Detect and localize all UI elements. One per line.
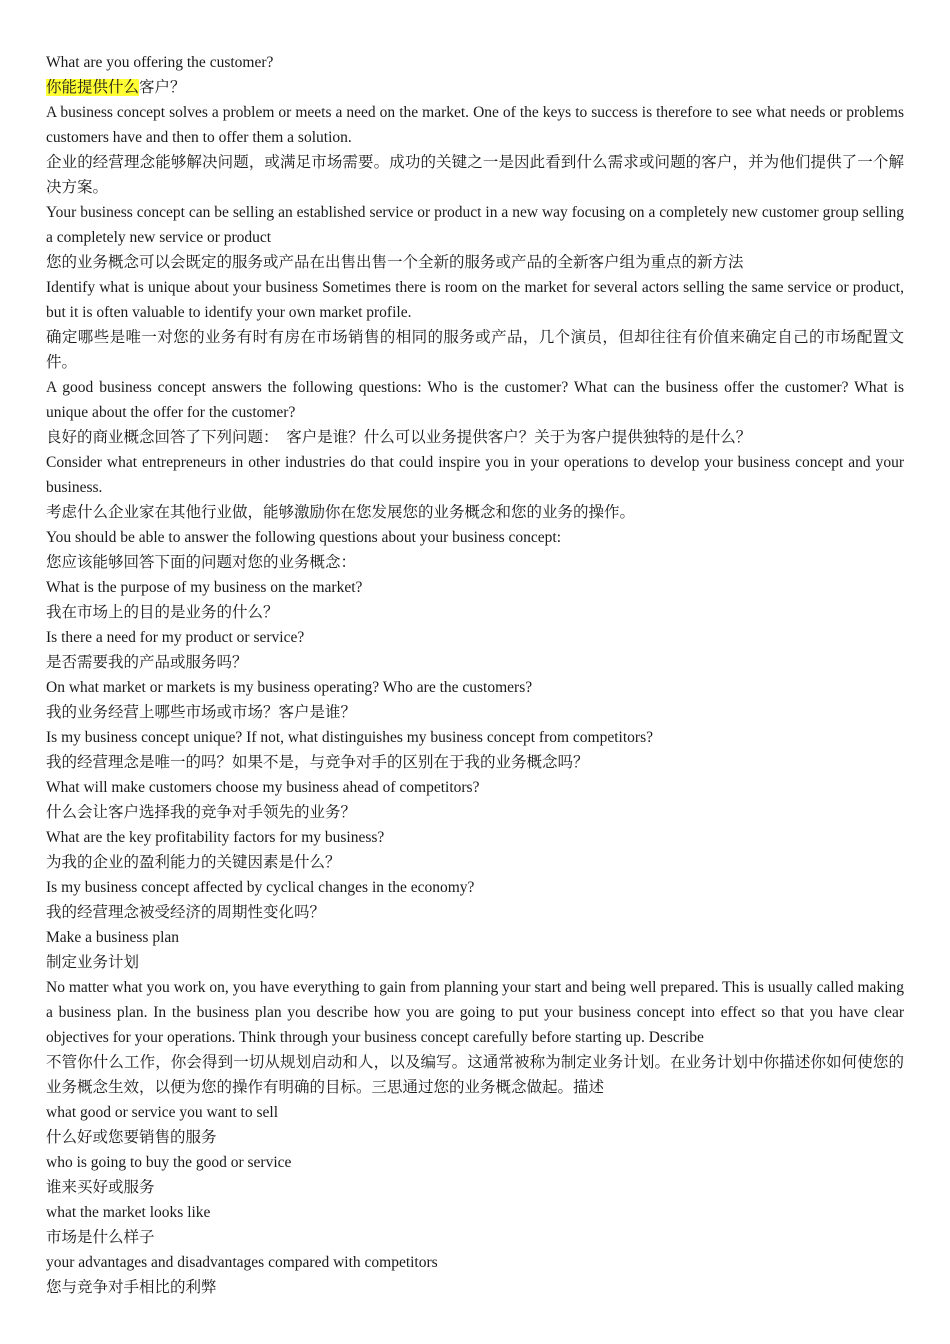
question-market-en: On what market or markets is my business operating? Who are the customers? bbox=[46, 679, 533, 696]
question-cyclical-zh: 我的经营理念被受经济的周期性变化吗？ bbox=[46, 904, 326, 921]
paragraph-selling-zh: 您的业务概念可以会既定的服务或产品在出售出售一个全新的服务或产品的全新客户组为重点的新方法 bbox=[46, 254, 744, 271]
paragraph-unique-zh: 确定哪些是唯一对您的业务有时有房在市场销售的相同的服务或产品，几个演员，但却往往有价值来确定自己的市场配置文件。 bbox=[46, 329, 904, 371]
item-market-en: what the market looks like bbox=[46, 1204, 211, 1221]
item-sell-en: what good or service you want to sell bbox=[46, 1104, 279, 1121]
paragraph-selling-en: Your business concept can be selling an established service or product in a new way focusing on a completely new customer group selling a completely new service or product bbox=[46, 204, 904, 246]
paragraph-consider-zh: 考虑什么企业家在其他行业做，能够激励你在您发展您的业务概念和您的业务的操作。 bbox=[46, 504, 636, 521]
question-unique-en: Is my business concept unique? If not, what distinguishes my business concept from competitors? bbox=[46, 729, 653, 746]
document-page bbox=[46, 50, 904, 1300]
question-choose-zh: 什么会让客户选择我的竞争对手领先的业务？ bbox=[46, 804, 357, 821]
paragraph-good-concept-zh: 良好的商业概念回答了下列问题： 客户是谁？什么可以业务提供客户？关于为客户提供独特的是什么？ bbox=[46, 429, 752, 446]
paragraph-good-concept-en: A good business concept answers the following questions: Who is the customer? What can the business offer the customer? What is unique about the offer for the customer? bbox=[46, 379, 904, 421]
paragraph-consider-en: Consider what entrepreneurs in other industries do that could inspire you in your operations to develop your business concept and your business. bbox=[46, 454, 904, 496]
item-advantages-en: your advantages and disadvantages compared with competitors bbox=[46, 1254, 438, 1271]
paragraph-business-plan-en: No matter what you work on, you have everything to gain from planning your start and being well prepared. This is usually called making a business plan. In the business plan you describe how you are going to put your business concept into effect so that you have clear objectives for your operations. Think through your business concept carefully before starting up. Describe bbox=[46, 979, 904, 1046]
item-sell-zh: 什么好或您要销售的服务 bbox=[46, 1129, 217, 1146]
paragraph-business-plan-zh: 不管你什么工作，你会得到一切从规划启动和人，以及编写。这通常被称为制定业务计划。在业务计划中你描述你如何使您的业务概念生效，以便为您的操作有明确的目标。三思通过您的业务概念做起。描述 bbox=[46, 1054, 904, 1096]
question-unique-zh: 我的经营理念是唯一的吗？如果不是，与竞争对手的区别在于我的业务概念吗？ bbox=[46, 754, 589, 771]
question-profitability-zh: 为我的企业的盈利能力的关键因素是什么？ bbox=[46, 854, 341, 871]
question-market-zh: 我的业务经营上哪些市场或市场？客户是谁？ bbox=[46, 704, 357, 721]
paragraph-questions-intro-en: You should be able to answer the following questions about your business concept: bbox=[46, 529, 562, 546]
paragraph-business-concept-zh: 企业的经营理念能够解决问题，或满足市场需要。成功的关键之一是因此看到什么需求或问题的客户，并为他们提供了一个解决方案。 bbox=[46, 154, 904, 196]
paragraph-questions-intro-zh: 您应该能够回答下面的问题对您的业务概念： bbox=[46, 554, 357, 571]
item-market-zh: 市场是什么样子 bbox=[46, 1229, 155, 1246]
item-advantages-zh: 您与竞争对手相比的利弊 bbox=[46, 1279, 217, 1296]
question-purpose-zh: 我在市场上的目的是业务的什么？ bbox=[46, 604, 279, 621]
paragraph-business-concept-en: A business concept solves a problem or meets a need on the market. One of the keys to success is therefore to see what needs or problems customers have and then to offer them a solution. bbox=[46, 104, 904, 146]
question-need-en: Is there a need for my product or service? bbox=[46, 629, 305, 646]
question-need-zh: 是否需要我的产品或服务吗？ bbox=[46, 654, 248, 671]
item-buyer-zh: 谁来买好或服务 bbox=[46, 1179, 155, 1196]
line-text: 客户？ bbox=[139, 79, 186, 96]
question-choose-en: What will make customers choose my business ahead of competitors? bbox=[46, 779, 480, 796]
question-offering-zh bbox=[46, 75, 904, 100]
question-cyclical-en: Is my business concept affected by cyclical changes in the economy? bbox=[46, 879, 475, 896]
heading-business-plan-zh: 制定业务计划 bbox=[46, 954, 140, 971]
question-profitability-en: What are the key profitability factors for my business? bbox=[46, 829, 385, 846]
heading-business-plan-en: Make a business plan bbox=[46, 929, 180, 946]
question-purpose-en: What is the purpose of my business on the market? bbox=[46, 579, 363, 596]
question-offering-en: What are you offering the customer? bbox=[46, 54, 274, 71]
highlighted-text: 你能提供什么 bbox=[46, 79, 140, 96]
paragraph-unique-en: Identify what is unique about your business Sometimes there is room on the market for several actors selling the same service or product, but it is often valuable to identify your own market profile. bbox=[46, 279, 904, 321]
item-buyer-en: who is going to buy the good or service bbox=[46, 1154, 292, 1171]
